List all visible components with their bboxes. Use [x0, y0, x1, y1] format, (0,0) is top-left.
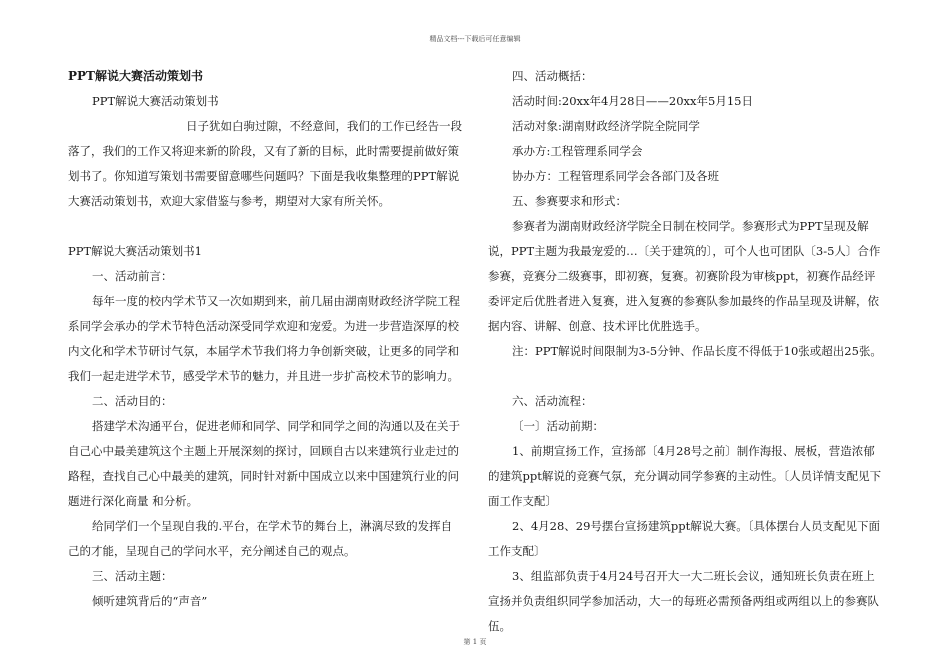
- section-1-body: 每年一度的校内学术节又一次如期到来，前几届由湖南财政经济学院工程系同学会承办的学术节特色活动深受同学欢迎和宠爱。为进一步营造深厚的校内文化和学术节研讨气氛，本届学术节我们将力争创新突破，让更多的同学和我们一起走进学术节，感受学术节的魅力，并且进一步扩高校术节的影响力。: [68, 294, 460, 383]
- right-column: [488, 64, 883, 639]
- activity-target: 活动对象:湖南财政经济学院全院同学: [512, 119, 700, 133]
- list-item: 2、4月28、29号摆台宣扬建筑ppt解说大赛。〔具体摆台人员支配见下面工作支配〕: [488, 519, 880, 558]
- section-1-heading: 一、活动前言：: [92, 269, 173, 283]
- list-item: 3、组监部负责于4月24号召开大一大二班长会议，通知班长负责在班上宣扬并负责组织同学参加活动，大一的每班必需预备两组或两组以上的参赛队伍。: [488, 569, 879, 633]
- activity-host: 承办方:工程管理系同学会: [512, 144, 643, 158]
- activity-time: 活动时间:20xx年4月28日——20xx年5月15日: [512, 94, 753, 108]
- section-5-body: 参赛者为湖南财政经济学院全日制在校同学。参赛形式为PPT呈现及解说，PPT主题为我最宠爱的…〔关于建筑的〕，可个人也可团队〔3-5人〕合作参赛，竞赛分二级赛事，即初赛，复赛。初赛阶段为审核ppt，初赛作品经评委评定后优胜者进入复赛，进入复赛的参赛队参加最终的作品呈现及讲解，依据内容、讲解、创意、技术评比优胜选手。: [488, 219, 881, 333]
- left-column: [68, 64, 463, 614]
- section-3-heading: 三、活动主题：: [92, 569, 173, 583]
- document-title: PPT解说大赛活动策划书: [68, 69, 203, 83]
- section-2-heading: 二、活动目的：: [92, 394, 173, 408]
- list-item: 1、前期宣扬工作，宣扬部〔4月28号之前〕制作海报、展板，营造浓郁的建筑ppt解说的竞赛气氛，充分调动同学参赛的主动性。〔人员详情支配见下面工作支配〕: [488, 444, 882, 508]
- section-doc-title: PPT解说大赛活动策划书1: [68, 244, 202, 258]
- activity-co-host: 协办方：工程管理系同学会各部门及各班: [512, 169, 719, 183]
- page-footer: 第 1 页: [463, 638, 487, 646]
- spacer: [488, 364, 883, 389]
- section-5-heading: 五、参赛要求和形式：: [512, 194, 627, 208]
- note: 注：PPT解说时间限制为3-5分钟、作品长度不得低于10张或超出25张。: [512, 344, 882, 358]
- section-4-heading: 四、活动概括：: [512, 69, 593, 83]
- section-6-heading: 六、活动流程：: [512, 394, 593, 408]
- subtitle: PPT解说大赛活动策划书: [92, 94, 219, 108]
- section-3-body: 倾听建筑背后的“声音”: [92, 594, 208, 608]
- spacer: [68, 214, 463, 239]
- section-6-subheading: 〔一〕活动前期：: [512, 419, 604, 433]
- intro-paragraph: 日子犹如白驹过隙，不经意间，我们的工作已经告一段落了，我们的工作又将迎来新的阶段，又有了新的目标，此时需要提前做好策划书了。你知道写策划书需要留意哪些问题吗？下面是我收集整理的PPT解说大赛活动策划书，欢迎大家借鉴与参考，期望对大家有所关怀。: [68, 119, 462, 208]
- section-2-body-1: 搭建学术沟通平台，促进老师和同学、同学和同学之间的沟通以及在关于自己心中最美建筑这个主题上开展深刻的探讨，回顾自古以来建筑行业走过的路程，查找自己心中最美的建筑，同时针对新中国成立以来中国建筑行业的问题进行深化商量 和分析。: [68, 419, 460, 508]
- page-header: 精品文档---下载后可任意编辑: [429, 35, 521, 43]
- section-2-body-2: 给同学们一个呈现自我的.平台，在学术节的舞台上，淋漓尽致的发挥自己的才能，呈现自己的学问水平，充分阐述自己的观点。: [68, 519, 453, 558]
